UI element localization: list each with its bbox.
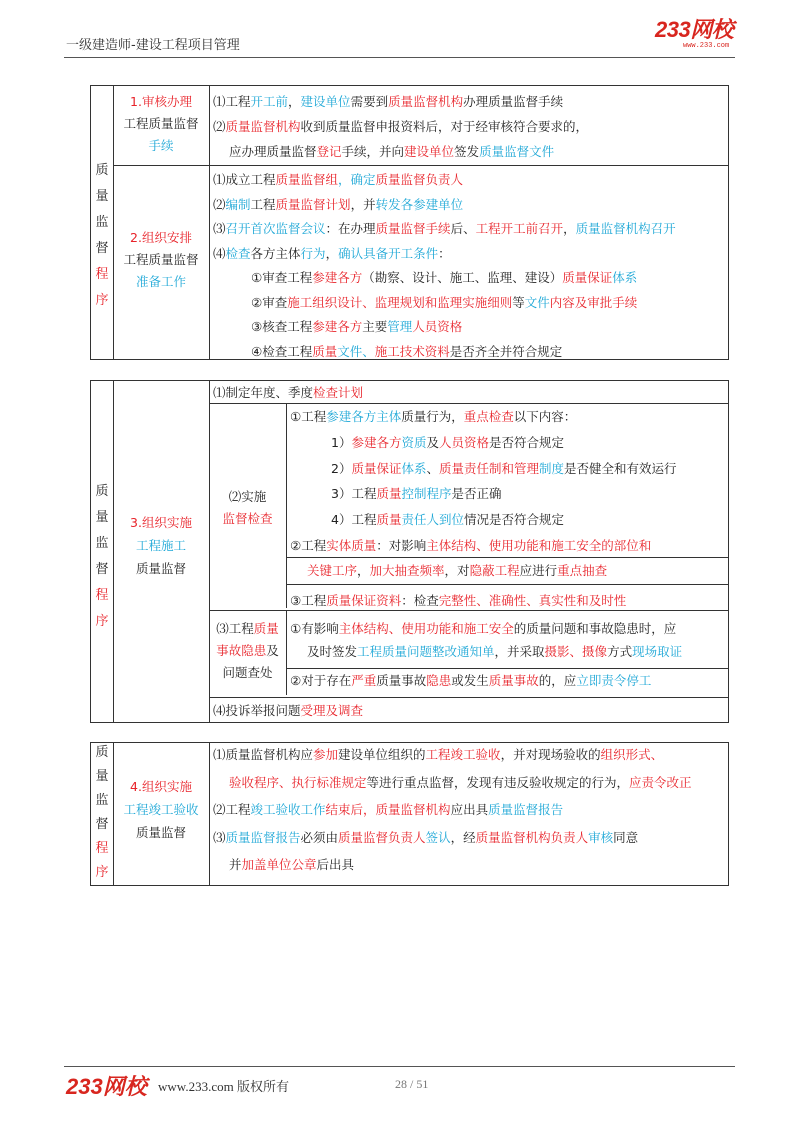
header-divider (64, 57, 735, 58)
side-label (92, 479, 112, 635)
text-line (113, 779, 209, 795)
side-label-char: 质 (95, 745, 109, 760)
text-line (331, 435, 564, 451)
text-segment: 施工组织设计、监理规划和监理实施细则 (287, 294, 513, 310)
text-line (290, 673, 651, 689)
text-segment: 工程施工 (135, 538, 186, 553)
text-line (213, 747, 663, 763)
text-segment: 手续 (148, 138, 174, 153)
side-label-char: 序 (95, 865, 109, 880)
text-segment: 收到质量监督申报资料后，对于经审核符合要求的， (300, 119, 589, 134)
text-segment: 开工前 (250, 94, 289, 109)
text-line (213, 94, 563, 110)
text-line (209, 511, 286, 527)
text-line (251, 319, 462, 335)
text-segment: ：检查 (401, 593, 439, 608)
text-segment: 竣工验收工作 (250, 802, 326, 817)
text-segment: 加大抽查频率 (369, 562, 445, 578)
text-line (290, 538, 651, 554)
text-segment: ⑴质量监督机构应 (213, 747, 314, 762)
text-line (331, 512, 564, 528)
text-line (331, 486, 502, 502)
text-segment: 的质量问题和事故隐患时，应 (513, 621, 677, 636)
text-segment: 手续，并向 (341, 144, 405, 159)
text-segment: 质量 (376, 511, 402, 527)
text-segment: 质量 (312, 343, 338, 359)
logo-url: www.233.com (683, 42, 730, 50)
text-segment: ⑴工程 (213, 94, 251, 109)
text-segment: 验收程序、执行标准规定 (229, 774, 367, 790)
text-segment: 工程 (250, 196, 276, 212)
text-line (213, 119, 588, 135)
text-segment: 工程质量监督 (123, 116, 199, 131)
text-segment: ③工程 (290, 593, 327, 608)
text-segment: 加盖单位公章 (241, 857, 317, 872)
text-segment: 应责令改正 (629, 774, 692, 790)
text-line (113, 138, 209, 154)
col-divider (209, 86, 210, 359)
side-label-char: 督 (95, 562, 109, 577)
text-segment: 、 (426, 460, 439, 476)
text-segment: 重点抽查 (557, 562, 608, 578)
side-label-char: 量 (95, 769, 109, 784)
text-line (209, 643, 286, 659)
text-segment: 文件、 (337, 343, 375, 359)
text-segment: 建设单位 (300, 94, 351, 109)
text-segment: 质量责任制和管理 (439, 460, 540, 476)
text-segment: 建设单位 (404, 144, 455, 159)
text-segment: ②工程 (290, 538, 327, 553)
text-segment: 召开首次监督会议 (225, 221, 326, 236)
side-label-char: 督 (95, 241, 109, 256)
text-segment: ，并对现场验收的 (500, 747, 601, 762)
text-line (290, 593, 626, 609)
text-segment: 各方主体 (250, 245, 301, 261)
text-segment: 质量监督 (135, 825, 186, 840)
text-segment: 人员资格 (412, 319, 463, 334)
text-segment: 参建各方主体 (326, 409, 402, 424)
text-line (113, 252, 209, 268)
text-segment: 受理及调查 (300, 703, 364, 718)
text-segment: 完整性、准确性、真实性和及时性 (438, 593, 627, 608)
footer-copyright: www.233.com 版权所有 (158, 1079, 289, 1094)
text-segment: 质量保证 (562, 270, 613, 285)
text-segment: 或发生 (451, 673, 489, 688)
row-divider (286, 668, 728, 669)
text-segment: 质量 (253, 621, 279, 636)
text-segment: ，确定 (338, 172, 376, 187)
text-segment: 工程竣工验收 (425, 747, 501, 762)
table-acceptance-supervision (90, 742, 729, 886)
text-segment: ②审查 (251, 294, 288, 310)
text-segment: 质量监督文件 (479, 144, 555, 159)
text-segment: 等 (512, 294, 525, 310)
text-segment: 参建各方 (351, 435, 402, 450)
text-segment: 应进行 (519, 562, 558, 578)
text-segment: ，对 (444, 562, 470, 578)
text-segment: 质量监督计划 (275, 196, 351, 212)
text-segment: 实体质量 (326, 538, 377, 553)
text-segment: 1） (331, 435, 352, 450)
text-segment: 质量保证 (351, 460, 402, 476)
text-segment: 是否正确 (451, 486, 502, 501)
text-segment: （勘察、设计、施工、监理、建设） (362, 270, 563, 285)
text-segment: 工程竣工验收 (123, 802, 199, 817)
text-segment: 及时签发 (307, 644, 358, 659)
text-line (209, 621, 286, 637)
text-segment: 4.组织实施 (130, 779, 192, 794)
complaint-row (213, 703, 363, 719)
footer-divider (64, 1066, 735, 1067)
text-segment: ①工程 (290, 409, 327, 424)
text-segment: 转发各参建单位 (375, 196, 464, 212)
text-segment: 3）工程 (331, 486, 377, 501)
item3 (290, 593, 626, 609)
text-line (213, 197, 463, 213)
text-segment: 及 (266, 643, 279, 658)
text-segment: 制度 (539, 460, 565, 476)
text-segment: 控制程序 (401, 486, 452, 501)
side-label-char: 程 (95, 841, 109, 856)
text-segment: ，并采取 (494, 644, 545, 659)
text-segment: 4）工程 (331, 511, 377, 527)
col-divider (286, 610, 287, 695)
text-segment: 后出具 (316, 857, 355, 872)
text-line (213, 172, 463, 188)
text-segment: 主体结构、使用功能和施工安全的部位和 (426, 538, 652, 553)
text-segment: 建设单位组织的 (338, 747, 426, 762)
text-segment: 质量监督组 (275, 172, 339, 187)
text-line (213, 802, 563, 818)
text-segment: 文件 (524, 294, 550, 310)
text-segment: 3.组织实施 (130, 515, 192, 530)
text-segment: ⑶工程 (216, 621, 254, 636)
text-segment: 必须由 (300, 829, 339, 845)
text-segment: 2.组织安排 (130, 230, 192, 245)
text-segment: ：对影响 (376, 538, 427, 553)
text-segment: 签发 (454, 144, 480, 159)
text-segment: ， (563, 221, 576, 236)
side-label-char: 程 (95, 267, 109, 282)
text-segment: 体系 (401, 460, 427, 476)
site-logo[interactable] (655, 18, 735, 52)
text-line (113, 561, 209, 577)
text-segment: 组织形式、 (600, 747, 664, 762)
text-segment: 准备工作 (135, 274, 186, 289)
text-segment: ⑶ (213, 221, 226, 236)
text-segment: 责任人到位 (401, 511, 464, 527)
text-segment: ⑵ (213, 196, 226, 212)
text-segment: ，经 (450, 829, 476, 845)
text-segment: ⑷投诉举报问题 (213, 703, 301, 718)
text-line (113, 116, 209, 132)
text-segment: ②对于存在 (290, 673, 352, 688)
text-segment: 立即责令停工 (576, 673, 652, 688)
text-segment: 质量保证资料 (326, 593, 402, 608)
text-segment: ⑴成立工程 (213, 172, 276, 187)
text-segment: 管理 (387, 319, 413, 334)
document-title: 一级建造师-建设工程项目管理 (66, 38, 240, 53)
text-segment: 质量监督机构召开 (575, 221, 676, 236)
text-segment: 的，应 (538, 673, 577, 688)
text-segment: ①有影响 (290, 621, 339, 636)
text-segment: ⑶ (213, 829, 226, 845)
text-line (229, 857, 354, 873)
text-line (290, 621, 676, 637)
text-segment: 质量监督机构 (375, 802, 451, 817)
text-segment: 参加 (313, 747, 339, 762)
text-segment: ， (357, 562, 370, 578)
text-segment: 质量事故 (488, 673, 539, 688)
text-segment: 主要 (362, 319, 388, 334)
sub3-item2 (290, 673, 651, 689)
side-label-char: 质 (95, 484, 109, 499)
side-label-char: 序 (95, 293, 109, 308)
text-segment: 确认具备开工条件 (338, 245, 439, 261)
text-segment: 结束后， (325, 802, 376, 817)
text-segment: 检查计划 (313, 385, 364, 400)
row-divider (113, 165, 728, 166)
text-segment: 严重 (351, 673, 377, 688)
text-segment: 参建各方 (312, 270, 363, 285)
text-segment: 是否健全和有效运行 (564, 460, 677, 476)
text-line (113, 515, 209, 531)
text-segment: 编制 (225, 196, 251, 212)
text-line (213, 703, 363, 719)
row-divider (286, 584, 728, 585)
text-segment: 2） (331, 460, 352, 476)
text-segment: 是否符合规定 (489, 435, 565, 450)
text-segment: 重点检查 (463, 409, 514, 424)
text-segment: 行为 (300, 245, 326, 261)
text-segment: 质量监督 (135, 561, 186, 576)
side-label-char: 监 (95, 536, 109, 551)
plan-row (213, 385, 363, 401)
col-divider (209, 743, 210, 885)
text-segment: ⑵ (213, 119, 226, 134)
text-segment: 应办理质量监督 (229, 144, 317, 159)
text-segment: 监督检查 (222, 511, 273, 526)
text-line (229, 775, 692, 791)
table-supervision-prep (90, 85, 729, 360)
text-segment: 体系 (612, 270, 638, 285)
text-segment: 质量监督机构 (225, 119, 301, 134)
text-line (213, 385, 363, 401)
text-segment: 应出具 (450, 802, 489, 817)
text-segment: 等进行重点监督，发现有违反验收规定的行为， (366, 774, 630, 790)
text-segment: 人员资格 (439, 435, 490, 450)
text-line (229, 144, 554, 160)
text-segment: 资质 (401, 435, 427, 450)
text-segment: 质量监督报告 (225, 829, 301, 845)
text-line (251, 295, 637, 311)
side-label-char: 量 (95, 510, 109, 525)
side-label (92, 158, 112, 314)
text-line (307, 563, 607, 579)
text-segment: ③核查工程 (251, 319, 313, 334)
text-segment: 质量监督机构负责人 (475, 829, 589, 845)
text-segment: ，并 (350, 196, 376, 212)
side-label-char: 质 (95, 163, 109, 178)
text-segment: ：在办理 (325, 221, 376, 236)
text-line (213, 830, 638, 846)
text-segment: 工程开工前召开 (475, 221, 564, 236)
table-construction-supervision (90, 380, 729, 723)
text-segment: 摄影、摄像 (544, 644, 608, 659)
side-label-char: 程 (95, 588, 109, 603)
text-segment: 方式 (607, 644, 633, 659)
text-segment: ⑵工程 (213, 802, 251, 817)
text-segment: 参建各方 (312, 319, 363, 334)
text-line (113, 94, 209, 110)
text-segment: ， (288, 94, 301, 109)
text-line (213, 246, 451, 262)
text-segment: 隐患 (426, 673, 452, 688)
text-segment: 质量监督负责人 (338, 829, 426, 845)
text-segment: 质量 (376, 486, 402, 501)
side-label-char: 量 (95, 189, 109, 204)
text-segment: 需要到 (350, 94, 389, 109)
text-segment: 检查 (225, 245, 251, 261)
text-segment: ， (325, 245, 339, 261)
col-divider (286, 403, 287, 608)
text-segment: 质量监督报告 (488, 802, 564, 817)
text-line (113, 825, 209, 841)
text-line (307, 644, 682, 660)
text-segment: 同意 (613, 829, 639, 845)
text-segment: 审核 (588, 829, 614, 845)
text-segment: 内容及 (549, 294, 588, 310)
side-label (92, 741, 112, 885)
text-segment: ④检查工程 (251, 343, 313, 359)
text-line (331, 461, 677, 477)
text-line (251, 344, 562, 360)
text-segment: 及 (426, 435, 439, 450)
text-segment: 质量监督手续 (375, 221, 451, 236)
text-segment: ⑵实施 (228, 489, 267, 504)
text-segment: 现场取证 (632, 644, 683, 659)
text-segment: 是否齐全并符合规定 (449, 343, 563, 359)
side-label-char: 序 (95, 614, 109, 629)
text-segment: 后、 (450, 221, 476, 236)
text-segment: 签认 (425, 829, 451, 845)
side-label-char: 监 (95, 793, 109, 808)
text-segment: ⑷ (213, 245, 226, 261)
text-segment: 并 (229, 857, 242, 872)
text-segment: 情况是否符合规定 (463, 511, 564, 527)
side-label-char: 监 (95, 215, 109, 230)
text-segment: 质量行为， (401, 409, 464, 424)
row-divider (286, 557, 728, 558)
text-segment: 办理质量监督手续 (463, 94, 564, 109)
page-number: 28 / 51 (395, 1077, 429, 1091)
item1 (290, 409, 576, 425)
footer-logo[interactable]: 233网校 (66, 1074, 147, 1099)
text-segment: 施工技术资料 (374, 343, 450, 359)
text-segment: ： (438, 245, 451, 261)
row-divider (209, 697, 728, 698)
text-segment: 以下内容： (513, 409, 577, 424)
text-line (251, 270, 637, 286)
text-line (213, 221, 676, 237)
text-segment: 隐蔽工程 (469, 562, 520, 578)
text-segment: 1.审核办理 (130, 94, 192, 109)
text-segment: 质量事故 (376, 673, 427, 688)
text-segment: 工程质量监督 (123, 252, 199, 267)
text-line (113, 538, 209, 554)
side-label-char: 督 (95, 817, 109, 832)
text-line (209, 665, 286, 681)
text-segment: 主体结构、使用功能和施工安全 (338, 621, 514, 636)
text-line (113, 230, 209, 246)
text-segment: ⑴制定年度、季度 (213, 385, 314, 400)
text-line (113, 274, 209, 290)
text-segment: 工程质量问题整改通知单 (357, 644, 495, 659)
text-line (113, 802, 209, 818)
text-segment: 审批手续 (587, 294, 638, 310)
text-segment: 登记 (316, 144, 342, 159)
text-segment: 问题查处 (222, 665, 273, 680)
text-segment: 质量监督机构 (388, 94, 464, 109)
text-segment: 事故隐患 (216, 643, 267, 658)
logo-text: 233网校 (655, 17, 734, 42)
text-segment: 关键工序 (307, 562, 358, 578)
text-line (290, 409, 576, 425)
text-segment: 质量监督负责人 (375, 172, 464, 187)
text-segment: ①审查工程 (251, 270, 313, 285)
text-line (209, 489, 286, 505)
